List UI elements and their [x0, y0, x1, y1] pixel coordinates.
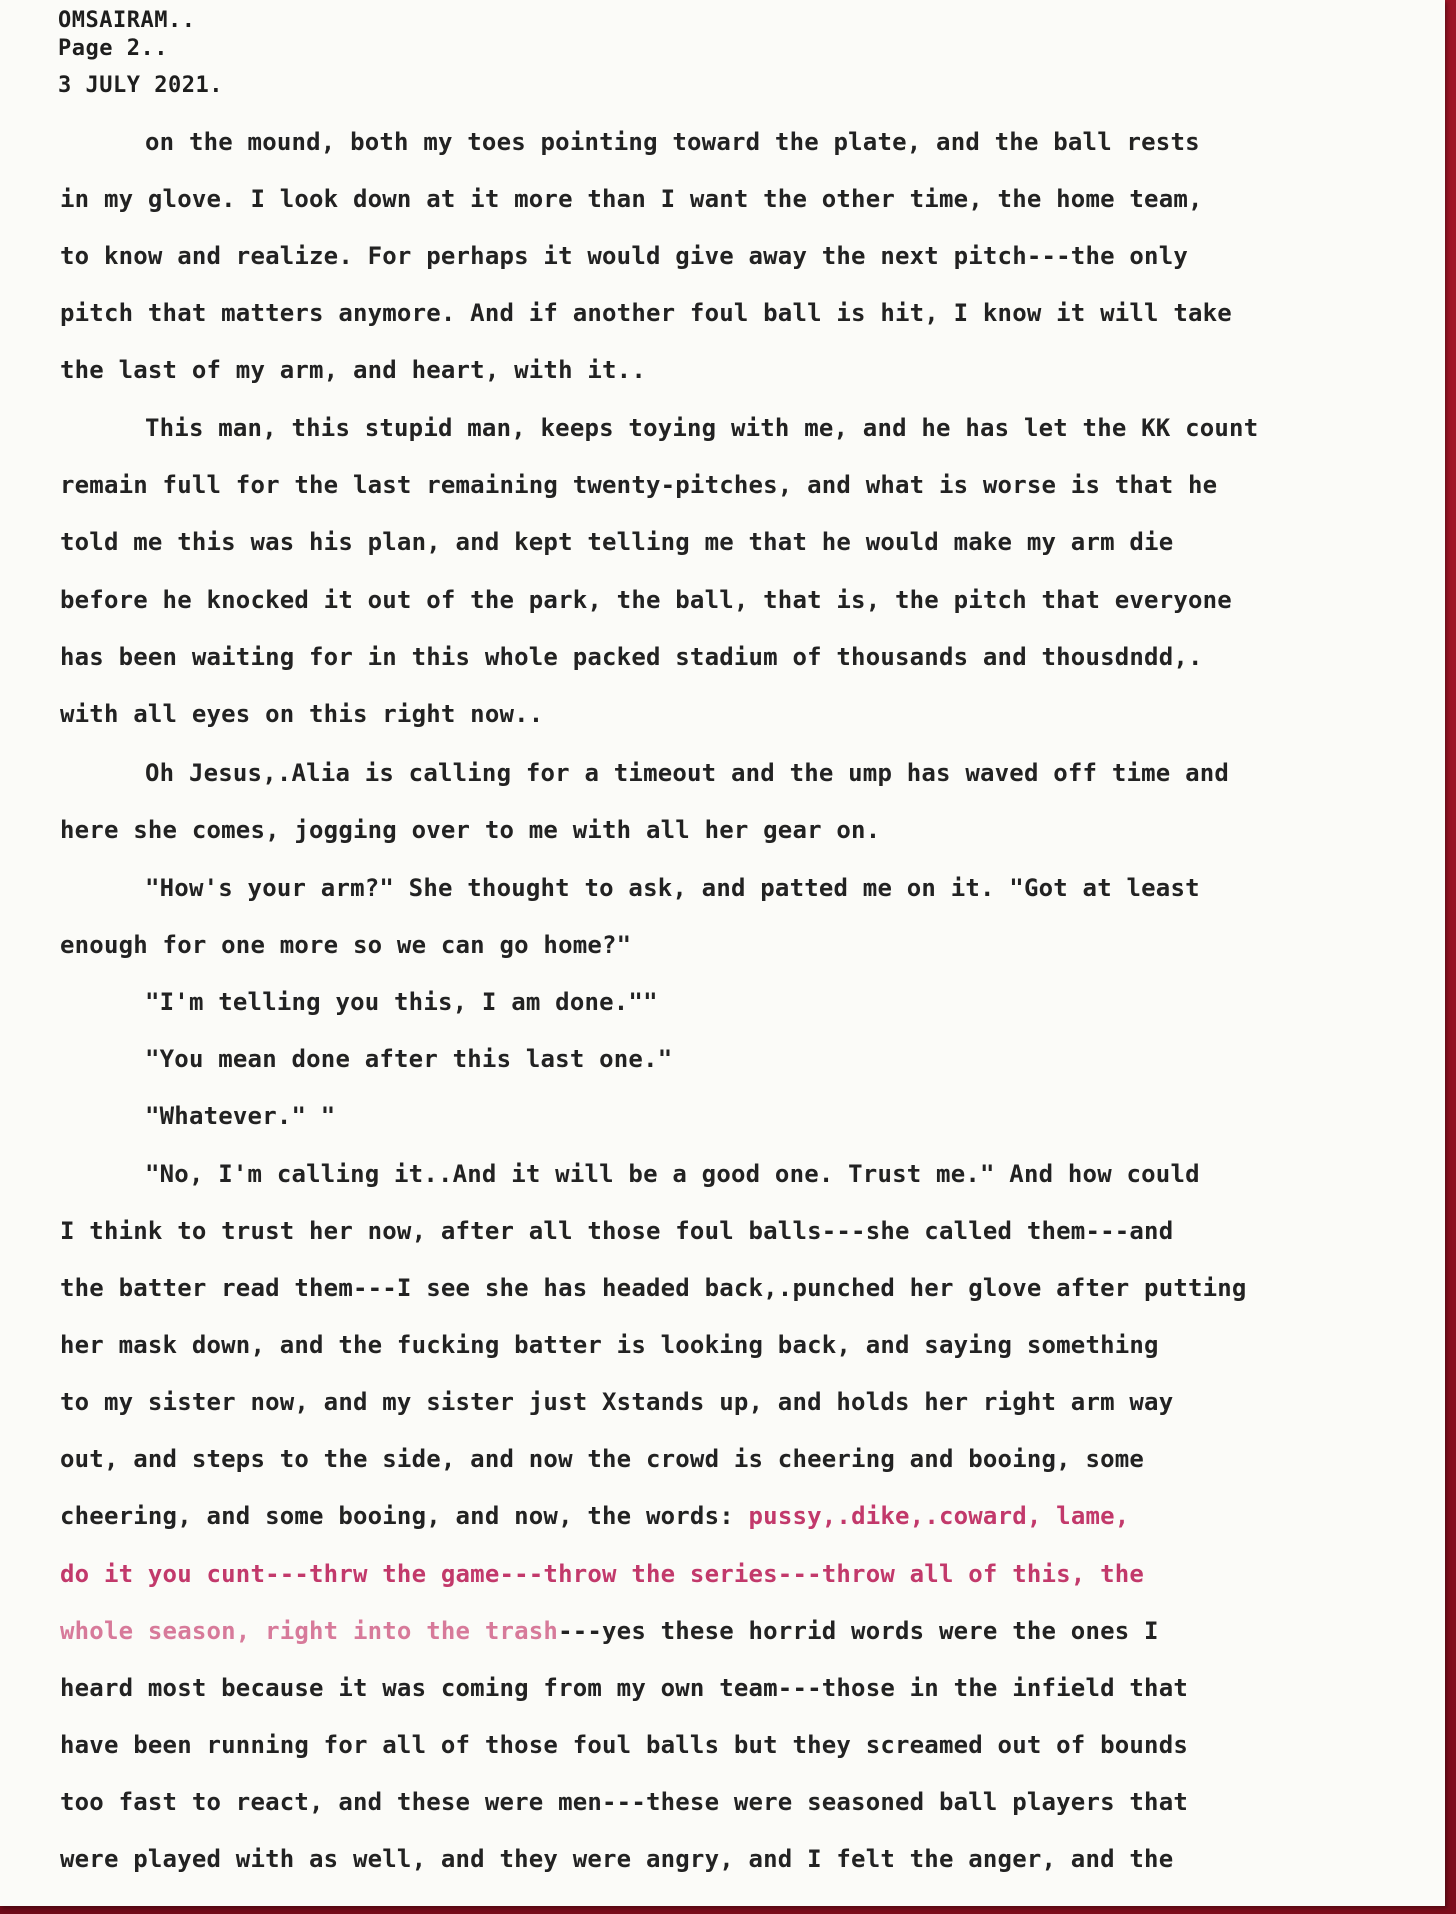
text-line: to know and realize. For perhaps it would give away the next pitch---the only	[60, 242, 1188, 270]
text-line: This man, this stupid man, keeps toying with me, and he has let the KK count	[145, 414, 1259, 442]
text-line: heard most because it was coming from my own team---those in the infield that	[60, 1674, 1188, 1702]
text-line: with all eyes on this right now..	[60, 700, 544, 728]
text-line: too fast to react, and these were men---these were seasoned ball players that	[60, 1788, 1188, 1816]
text-line: here she comes, jogging over to me with all her gear on.	[60, 816, 881, 844]
text-line: enough for one more so we can go home?"	[60, 931, 632, 959]
text-line: "How's your arm?" She thought to ask, and patted me on it. "Got at least	[145, 874, 1200, 902]
header-invocation: OMSAIRAM..	[58, 8, 196, 33]
text-line: remain full for the last remaining twenty-pitches, and what is worse is that he	[60, 471, 1218, 499]
text-line: to my sister now, and my sister just Xstands up, and holds her right arm way	[60, 1388, 1174, 1416]
header-date: 3 JULY 2021.	[58, 73, 223, 98]
text-line: before he knocked it out of the park, the ball, that is, the pitch that everyone	[60, 586, 1232, 614]
text-line: Oh Jesus,.Alia is calling for a timeout and the ump has waved off time and	[145, 759, 1230, 787]
text-line: told me this was his plan, and kept telling me that he would make my arm die	[60, 528, 1174, 556]
text-line: "You mean done after this last one."	[145, 1045, 673, 1073]
text-line: have been running for all of those foul balls but they screamed out of bounds	[60, 1731, 1188, 1759]
text-line: her mask down, and the fucking batter is looking back, and saying something	[60, 1331, 1159, 1359]
text-segment: ---yes these horrid words were the ones I	[558, 1617, 1159, 1645]
text-line: out, and steps to the side, and now the crowd is cheering and booing, some	[60, 1445, 1145, 1473]
text-line: "I'm telling you this, I am done.""	[145, 988, 658, 1016]
text-segment: cheering, and some booing, and now, the words:	[60, 1502, 734, 1530]
text-line: "Whatever." "	[145, 1102, 336, 1130]
text-line: the last of my arm, and heart, with it..	[60, 356, 646, 384]
text-line: has been waiting for in this whole packed stadium of thousands and thousdndd,.	[60, 643, 1203, 671]
text-line: in my glove. I look down at it more than I want the other time, the home team,	[60, 185, 1203, 213]
pink-text-line: do it you cunt---thrw the game---throw the series---throw all of this, the	[60, 1560, 1145, 1588]
text-line: I think to trust her now, after all those foul balls---she called them---and	[60, 1217, 1174, 1245]
text-line: the batter read them---I see she has headed back,.punched her glove after putting	[60, 1274, 1247, 1302]
text-line	[60, 1617, 1159, 1645]
pink-text-segment: pussy,.dike,.coward, lame,	[748, 1502, 1130, 1530]
text-line: "No, I'm calling it..And it will be a good one. Trust me." And how could	[145, 1160, 1200, 1188]
text-line: on the mound, both my toes pointing toward the plate, and the ball rests	[145, 128, 1200, 156]
pink-text-segment: whole season, right into the trash	[60, 1617, 559, 1645]
text-line: were played with as well, and they were angry, and I felt the anger, and the	[60, 1845, 1174, 1873]
text-line	[60, 1502, 1129, 1530]
header-page-number: Page 2..	[58, 36, 168, 61]
text-line: pitch that matters anymore. And if another foul ball is hit, I know it will take	[60, 299, 1232, 327]
